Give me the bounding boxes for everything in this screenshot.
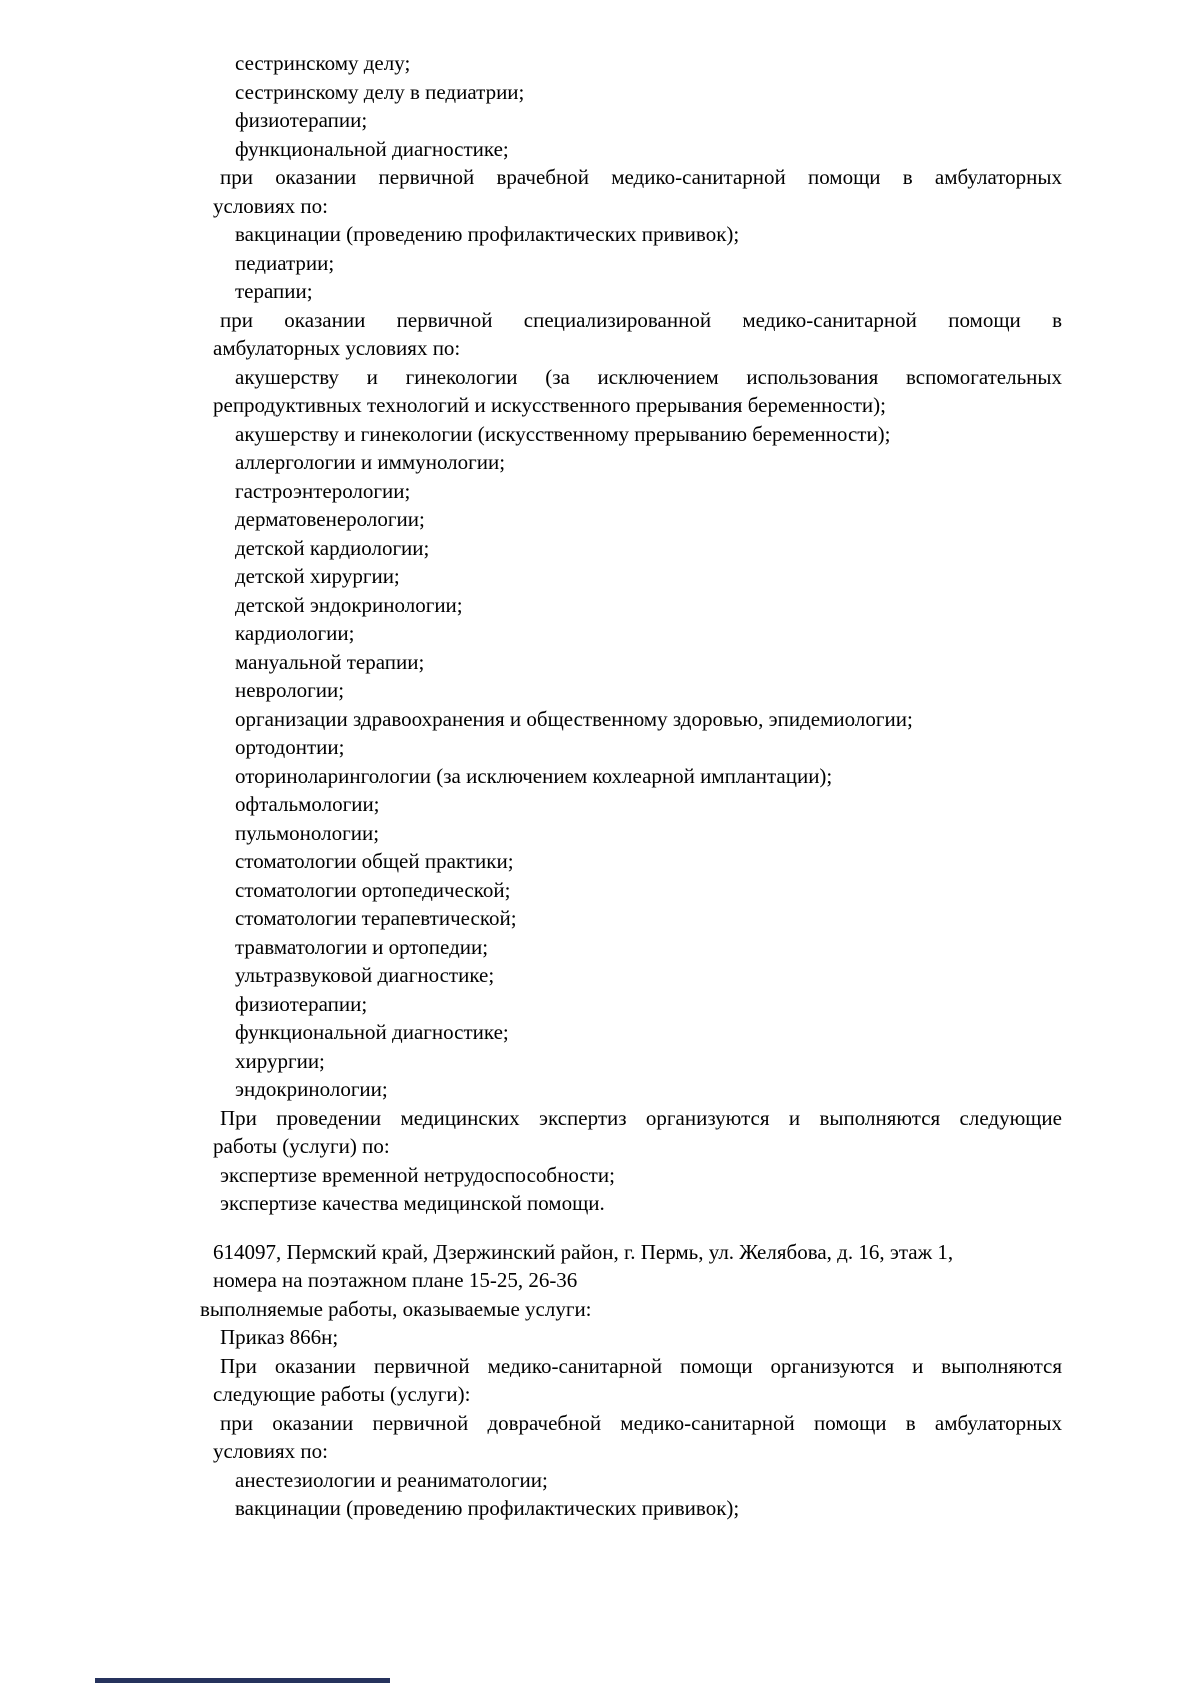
document-line: амбулаторных условиях по:: [213, 336, 461, 360]
document-line: работы (услуги) по:: [213, 1134, 390, 1158]
document-line: детской эндокринологии;: [235, 592, 463, 617]
document-line: акушерству и гинекологии (искусственному прерыванию беременности);: [235, 421, 891, 446]
document-line: физиотерапии;: [235, 108, 368, 132]
page-bottom-rule: [95, 1678, 390, 1683]
document-line: физиотерапии;: [235, 991, 368, 1016]
document-line: вакцинации (проведению профилактических прививок);: [235, 1496, 740, 1520]
document-line: условиях по:: [213, 1439, 328, 1463]
document-line: дерматовенерологии;: [235, 507, 425, 531]
document-line: следующие работы (услуги):: [213, 1382, 471, 1406]
document-line: детской кардиологии;: [235, 535, 430, 560]
document-line: хирургии;: [235, 1048, 325, 1073]
document-line: репродуктивных технологий и искусственного прерывания беременности);: [213, 393, 886, 417]
document-line: при оказании первичной врачебной медико-санитарной помощи в амбулаторных: [220, 165, 1062, 189]
document-line: ультразвуковой диагностике;: [235, 963, 495, 987]
document-line: анестезиологии и реаниматологии;: [235, 1467, 548, 1492]
document-line: оториноларингологии (за исключением кохлеарной имплантации);: [235, 763, 833, 788]
document-line: сестринскому делу;: [235, 51, 411, 75]
document-line: экспертизе временной нетрудоспособности;: [220, 1162, 615, 1187]
document-line: организации здравоохранения и общественному здоровью, эпидемиологии;: [235, 706, 913, 731]
document-line: детской хирургии;: [235, 564, 400, 588]
document-line: кардиологии;: [235, 621, 355, 645]
document-line: пульмонологии;: [235, 820, 380, 845]
document-line: при оказании первичной специализированной медико-санитарной помощи в: [220, 307, 1062, 332]
document-line: при оказании первичной доврачебной медико-санитарной помощи в амбулаторных: [220, 1410, 1062, 1435]
document-line: При оказании первичной медико-санитарной помощи организуются и выполняются: [220, 1353, 1062, 1378]
document-line: стоматологии ортопедической;: [235, 877, 511, 902]
document-line: неврологии;: [235, 678, 345, 702]
document-line: функциональной диагностике;: [235, 136, 509, 161]
document-line: педиатрии;: [235, 250, 335, 275]
document-line: акушерству и гинекологии (за исключением использования вспомогательных: [235, 364, 1062, 389]
document-line: экспертизе качества медицинской помощи.: [220, 1191, 605, 1215]
document-line: стоматологии общей практики;: [235, 849, 514, 873]
document-line: 614097, Пермский край, Дзержинский район, г. Пермь, ул. Желябова, д. 16, этаж 1,: [213, 1239, 954, 1264]
document-line: гастроэнтерологии;: [235, 478, 411, 503]
document-line: эндокринологии;: [235, 1077, 388, 1101]
document-line: номера на поэтажном плане 15-25, 26-36: [213, 1268, 578, 1292]
document-line: аллергологии и иммунологии;: [235, 450, 506, 474]
document-line: выполняемые работы, оказываемые услуги:: [200, 1296, 592, 1321]
document-line: условиях по:: [213, 193, 328, 218]
document-line: офтальмологии;: [235, 792, 380, 816]
document-line: ортодонтии;: [235, 735, 345, 759]
document-line: стоматологии терапевтической;: [235, 906, 517, 930]
document-line: мануальной терапии;: [235, 649, 425, 674]
document-line: терапии;: [235, 279, 313, 303]
document-line: травматологии и ортопедии;: [235, 934, 489, 959]
document-line: сестринскому делу в педиатрии;: [235, 79, 525, 104]
document-line: При проведении медицинских экспертиз организуются и выполняются следующие: [220, 1105, 1062, 1130]
document-line: Приказ 866н;: [220, 1325, 339, 1349]
document-line: функциональной диагностике;: [235, 1020, 509, 1044]
document-line: вакцинации (проведению профилактических прививок);: [235, 222, 740, 246]
document-text-block: [200, 49, 1062, 1523]
